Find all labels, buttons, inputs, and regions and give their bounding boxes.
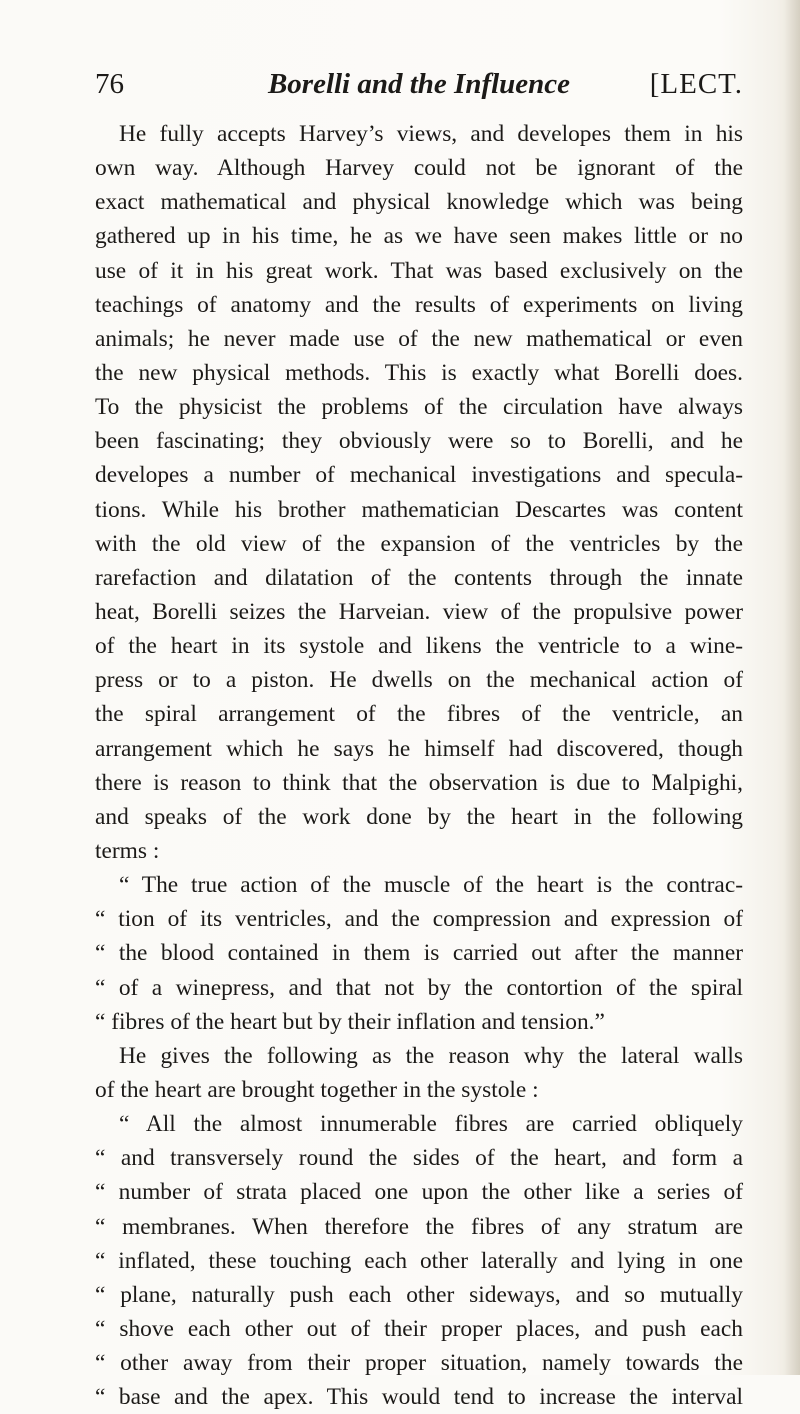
text-line: the spiral arrangement of the fibres of the ventricle, an [95,701,743,728]
quote-line: “ fibres of the heart but by their inflation and tension.” [95,1008,605,1035]
quote-line: “ the blood contained in them is carried out after the manner [95,940,743,967]
text-line: tions. While his brother mathematician Descartes was content [95,496,743,523]
text-line: teachings of anatomy and the results of experiments on living [95,291,743,318]
text-line: arrangement which he says he himself had discovered, though [95,735,743,762]
text-line: press or to a piston. He dwells on the mechanical action of [95,667,743,694]
quote-line: “ tion of its ventricles, and the compression and expression of [95,906,743,933]
text-line: developes a number of mechanical investigations and specula- [95,462,743,489]
page-edge-shadow [784,0,800,1375]
quote-line: “ of a winepress, and that not by the contortion of the spiral [95,974,743,1001]
text-line: and speaks of the work done by the heart in the following [95,803,743,830]
quote-line: “ The true action of the muscle of the heart is the contrac- [119,872,743,899]
text-line: heat, Borelli seizes the Harveian. view of the propulsive power [95,598,743,625]
text-line: gathered up in his time, he as we have seen makes little or no [95,223,743,250]
quote-line: “ base and the apex. This would tend to increase the interval [95,1384,743,1411]
quote-line: “ shove each other out of their proper places, and push each [95,1315,743,1342]
text-line: use of it in his great work. That was based exclusively on the [95,257,743,284]
text-line: exact mathematical and physical knowledge which was being [95,189,743,216]
text-line: been fascinating; they obviously were so to Borelli, and he [95,428,743,455]
quote-line: “ inflated, these touching each other laterally and lying in one [95,1247,743,1274]
quote-line: “ and transversely round the sides of the heart, and form a [95,1145,743,1172]
section-mark: [LECT. [649,68,743,100]
text-line: terms : [95,837,160,864]
quote-line: “ membranes. When therefore the fibres of any stratum are [95,1213,743,1240]
text-line: there is reason to think that the observation is due to Malpighi, [95,769,743,796]
text-line: with the old view of the expansion of the ventricles by the [95,530,743,557]
quote-line: “ number of strata placed one upon the other like a series of [95,1179,743,1206]
text-line: rarefaction and dilatation of the contents through the innate [95,564,743,591]
text-line: He gives the following as the reason why the lateral walls [119,1042,743,1069]
text-line: of the heart are brought together in the systole : [95,1076,539,1103]
text-line: own way. Although Harvey could not be ignorant of the [95,155,743,182]
page-header [95,68,743,108]
body-text [95,117,743,1414]
text-line: He fully accepts Harvey’s views, and developes them in his [119,121,743,147]
quote-line: “ All the almost innumerable fibres are carried obliquely [119,1111,743,1138]
quote-line: “ plane, naturally push each other sideways, and so mutually [95,1281,743,1308]
text-line: animals; he never made use of the new mathematical or even [95,325,743,352]
text-line: the new physical methods. This is exactly what Borelli does. [95,359,743,386]
quote-line: “ other away from their proper situation, namely towards the [95,1350,743,1377]
page-number: 76 [95,68,124,100]
text-line: of the heart in its systole and likens the ventricle to a wine- [95,633,743,660]
text-line: To the physicist the problems of the circulation have always [95,394,743,421]
running-title: Borelli and the Influence [267,68,571,100]
